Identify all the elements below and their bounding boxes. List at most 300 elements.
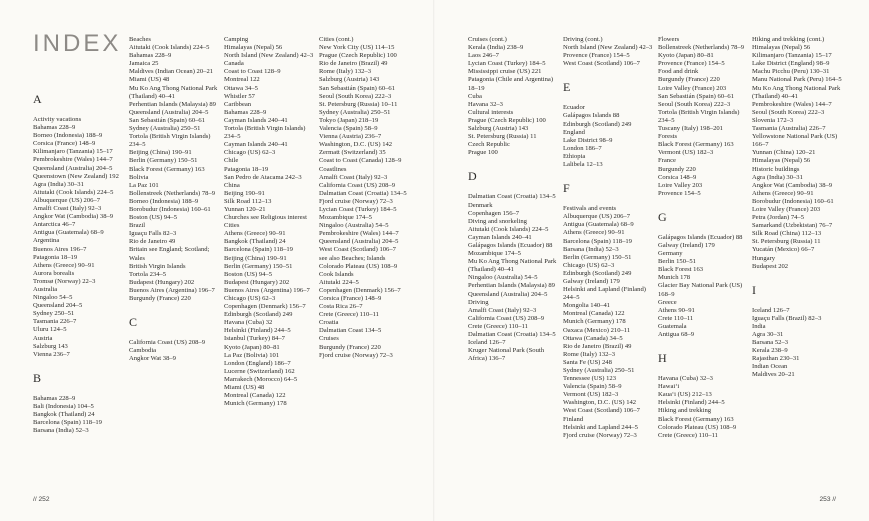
index-entry: see also Beaches; Islands (319, 254, 386, 262)
index-entry: Hawaiʻi (658, 383, 680, 391)
index-entry: Finland (563, 415, 584, 423)
index-entry: San Sebastián (Spain) 60–61 (319, 84, 396, 92)
index-entry: Glacier Bay National Park (US) 168–9 (658, 282, 743, 298)
index-entry: Loire Valley (France) 203 (752, 205, 821, 213)
index-entry: Antigua (Guatemala) 68–9 (33, 229, 104, 237)
index-entry: Montreal 122 (224, 76, 260, 84)
index-entry: Tuscany (Italy) 198–201 (658, 125, 723, 133)
index-entry: Kerala 238–9 (752, 347, 788, 355)
index-entry: Montreal (Canada) 122 (563, 310, 625, 318)
index-entry: Himalayas (Nepal) 56 (752, 44, 811, 52)
index-entry: West Coast (Scotland) 106–7 (563, 60, 640, 68)
index-entry: Czech Republic (468, 141, 510, 149)
index-entry: Queenstown (New Zealand) 192 (33, 172, 119, 180)
index-entry: Colorado Plateau (US) 108–9 (319, 262, 398, 270)
section-letter: D (468, 169, 477, 184)
index-entry: Ottawa (Canada) 34–5 (563, 334, 623, 342)
index-entry: Austria (33, 334, 53, 342)
index-entry: Lycian Coast (Turkey) 184–5 (468, 60, 546, 68)
index-entry: Colorado Plateau (US) 108–9 (658, 423, 737, 431)
page-title: INDEX (33, 30, 122, 57)
index-entry: Tennessee (US) 123 (563, 375, 617, 383)
index-entry: Barsana 52–3 (752, 339, 789, 347)
index-entry: Historic buildings (752, 165, 800, 173)
index-entry: Bollenstreek (Netherlands) 78–9 (129, 189, 216, 197)
index-entry: Barcelona (Spain) 118–19 (563, 237, 632, 245)
index-entry: Denmark (468, 201, 493, 209)
index-entry: Aitutaki 224–5 (319, 278, 359, 286)
index-entry: Iguaçu Falls (Brazil) 82–3 (752, 314, 822, 322)
index-entry: Food and drink (658, 68, 699, 76)
index-entry: Croatia (319, 319, 339, 327)
index-entry: Copenhagen (Denmark) 156–7 (319, 286, 401, 294)
index-entry: California Coast (US) 208–9 (129, 339, 206, 347)
index-entry: Bollenstreek (Netherlands) 78–9 (658, 44, 745, 52)
index-entry: Copenhagen 156–7 (468, 209, 520, 217)
index-entry: Budapest (Hungary) 202 (129, 278, 195, 286)
index-entry: Maldives 20–21 (752, 371, 795, 379)
index-entry: Barsana (India) 52–3 (563, 245, 619, 253)
index-entry: Athens 90–91 (658, 306, 695, 314)
index-entry: St. Petersburg (Russia) 11 (752, 238, 821, 246)
index-column-3 (224, 36, 317, 408)
index-entry: Oaxaca (Mexico) 210–11 (563, 326, 631, 334)
index-entry: Bangkok (Thailand) 24 (33, 411, 95, 418)
index-entry: Hungary (752, 254, 776, 262)
index-entry: Galway (Ireland) 179 (563, 277, 620, 285)
index-entry: Ottawa 34–5 (224, 84, 258, 92)
index-entry: Washington, D.C. (US) 142 (563, 399, 637, 407)
index-entry: Kruger National Park (South Africa) 136–7 (468, 347, 544, 363)
index-entry: Berlin 150–51 (658, 258, 696, 266)
index-entry: Borobudur (Indonesia) 160–61 (752, 197, 834, 205)
index-column-1 (33, 80, 126, 435)
index-entry: Boston (US) 94–5 (224, 270, 272, 278)
index-entry: West Coast (Scotland) 106–7 (563, 407, 640, 415)
index-entry: Cities (cont.) (319, 36, 354, 43)
index-entry: Munich (Germany) 178 (224, 400, 287, 408)
index-entry: Montreal (Canada) 122 (224, 392, 286, 400)
index-entry: Prague (Czech Republic) 100 (319, 52, 397, 60)
index-column-6 (563, 36, 656, 440)
index-entry: Amalfi Coast (Italy) 92–3 (468, 306, 537, 314)
index-entry: Perhentian Islands (Malaysia) 89 (468, 282, 555, 290)
index-entry: Vienna 236–7 (33, 350, 70, 358)
section-letter: I (752, 282, 756, 297)
index-entry: Copenhagen (Denmark) 156–7 (224, 303, 306, 311)
index-entry: St. Petersburg (Russia) 11 (468, 133, 537, 141)
index-entry: Chile (224, 157, 239, 165)
index-entry: Yucatán (Mexico) 66–7 (752, 246, 815, 254)
index-entry: Zermatt (Switzerland) 35 (319, 149, 386, 157)
gutter-shadow (433, 0, 435, 521)
index-entry: Tokyo (Japan) 218–19 (319, 116, 379, 124)
index-entry: Black Forest (Germany) 163 (658, 415, 734, 423)
index-entry: Black Forest 163 (658, 266, 704, 274)
index-entry: Seoul (South Korea) 222–3 (319, 92, 392, 100)
index-entry: California Coast (US) 208–9 (319, 181, 396, 189)
section-letter: C (129, 315, 138, 330)
index-entry: Boston (US) 94–5 (129, 214, 177, 222)
index-entry: Bolivia (129, 173, 149, 181)
index-entry: Berlin (Germany) 150–51 (563, 253, 632, 261)
index-entry: Queensland (Australia) 204–5 (468, 290, 548, 298)
index-entry: Chicago (US) 62–3 (224, 295, 276, 302)
index-entry: Angkor Wat (Cambodia) 38–9 (33, 213, 114, 221)
index-entry: Crete (Greece) 110–11 (658, 431, 718, 439)
index-entry: Buenos Aires 196–7 (33, 245, 87, 253)
index-entry: Queensland (Australia) 204–5 (129, 108, 209, 116)
index-entry: Cayman Islands 240–41 (224, 141, 288, 149)
index-entry: Miami (US) 48 (224, 384, 265, 392)
index-entry: Germany (658, 250, 683, 258)
index-entry: Queensland (Australia) 204–5 (33, 164, 113, 172)
index-entry: Guatemala (658, 322, 687, 330)
index-entry: Activity vacations (33, 116, 82, 123)
index-entry: Athens (Greece) 90–91 (752, 189, 814, 197)
index-entry: India (752, 322, 766, 330)
index-entry: Petra (Jordan) 74–5 (752, 214, 805, 222)
index-column-2 (129, 36, 222, 363)
index-entry: Ethiopia (563, 152, 586, 160)
index-entry: Loire Valley 203 (658, 181, 703, 189)
index-entry: Bangkok (Thailand) 24 (224, 238, 286, 246)
index-column-7 (658, 36, 751, 440)
index-entry: Tortola 234–5 (129, 270, 167, 278)
index-entry: Istanbul (Turkey) 84–7 (224, 335, 285, 343)
index-entry: Angkor Wat 38–9 (129, 355, 176, 363)
index-entry: Mozambique 174–5 (319, 214, 372, 222)
folio-right: 253 // (819, 496, 836, 503)
index-entry: Antigua (Guatemala) 68–9 (563, 221, 634, 229)
index-entry: La Paz (Bolivia) 101 (224, 351, 280, 359)
index-entry: Patagonia 18–19 (33, 253, 78, 261)
index-entry: Galápagos Islands (Ecuador) 88 (658, 233, 743, 241)
index-entry: London (England) 186–7 (224, 359, 291, 367)
index-column-4 (319, 36, 412, 360)
index-entry: Dalmatian Coast (Croatia) 134–5 (468, 331, 556, 338)
index-entry: Caribbean (224, 100, 252, 108)
index-entry: Galápagos Islands 88 (563, 112, 620, 120)
index-entry: St. Petersburg (Russia) 10–11 (319, 100, 398, 108)
index-entry: Jamaica 25 (129, 60, 159, 68)
index-entry: Mongolia 140–41 (563, 302, 611, 310)
index-entry: Aurora borealis (33, 269, 75, 277)
index-entry: Dalmatian Coast (Croatia) 134–5 (468, 193, 556, 201)
index-entry: Corsica (France) 148–9 (33, 140, 96, 148)
index-entry: Antigua 68–9 (658, 331, 695, 338)
index-entry: Salzburg 143 (33, 342, 68, 350)
index-entry: Ningaloo (Australia) 54–5 (468, 274, 538, 282)
index-entry: Iguaçu Falls 82–3 (129, 230, 177, 238)
index-entry: Provence 154–5 (658, 189, 701, 197)
index-entry: Forests (658, 133, 678, 141)
index-entry: Brazil (129, 222, 146, 230)
index-entry: Queensland (Australia) 204–5 (319, 238, 399, 246)
index-entry: Kilimanjaro (Tanzania) 15–17 (752, 52, 832, 60)
index-entry: Driving (cont.) (563, 36, 603, 43)
index-entry: Barcelona (Spain) 118–19 (224, 246, 293, 254)
index-entry: Salzburg (Austria) 143 (468, 125, 529, 133)
index-entry: London 186–7 (563, 144, 602, 152)
section-letter: F (563, 181, 570, 196)
index-entry: Sydney (Australia) 250–51 (319, 108, 391, 116)
index-entry: Antarctica 46–7 (33, 221, 76, 229)
index-entry: Sydney (Australia) 250–51 (563, 367, 635, 374)
index-entry: Bahamas 228–9 (33, 124, 76, 132)
index-entry: Ningaloo 54–5 (33, 294, 73, 302)
index-entry: Fjord cruise (Norway) 72–3 (319, 351, 393, 359)
index-entry: Black Forest (Germany) 163 (658, 141, 734, 149)
index-entry: Sydney (Australia) 250–51 (129, 125, 201, 133)
index-entry: Coastlines (319, 165, 347, 173)
index-entry: California Coast (US) 208–9 (468, 314, 545, 322)
index-entry: Angkor Wat (Cambodia) 38–9 (752, 181, 833, 189)
index-entry: Vermont (US) 182–3 (658, 149, 714, 157)
index-entry: Albuquerque (US) 206–7 (563, 213, 631, 221)
index-entry: Berlin (Germany) 150–51 (129, 157, 198, 165)
index-entry: Greece (658, 298, 677, 306)
index-entry: Havana 32–3 (468, 100, 503, 108)
index-entry: Helsinki (Finland) 244–5 (658, 399, 725, 407)
index-entry: Britain see England; Scotland; Wales (129, 246, 210, 262)
index-entry: Buenos Aires (Argentina) 196–7 (224, 286, 310, 294)
index-entry: Perhentian Islands (Malaysia) 89 (129, 100, 216, 108)
index-entry: Provence (France) 154–5 (563, 52, 630, 60)
index-entry: Agra 30–31 (752, 331, 784, 338)
index-entry: Slovenia 172–3 (752, 116, 794, 124)
index-entry: Chicago (US) 62–3 (563, 261, 615, 269)
index-entry: Burgundy (France) 220 (658, 76, 720, 84)
index-entry: Budapest 202 (752, 262, 789, 270)
index-entry: Loire Valley (France) 203 (658, 84, 727, 92)
index-entry: Bahamas 228–9 (33, 394, 76, 402)
index-entry: Rome (Italy) 132–3 (563, 350, 616, 358)
index-entry: Havana (Cuba) 32–3 (658, 375, 713, 383)
index-entry: Bali (Indonesia) 104–5 (33, 402, 94, 410)
index-entry: Vermont (US) 182–3 (563, 391, 619, 399)
index-entry: Aitutaki (Cook Islands) 224–5 (129, 44, 210, 52)
index-entry: Helsinki (Finland) 244–5 (224, 327, 291, 335)
index-entry: Himalayas (Nepal) 56 (224, 44, 283, 52)
index-entry: Washington, D.C. (US) 142 (319, 141, 393, 149)
index-entry: North Island (New Zealand) 42–3 (224, 52, 314, 60)
index-entry: La Paz 101 (129, 181, 159, 189)
index-entry: Australia (33, 285, 58, 293)
index-entry: Cambodia (129, 347, 157, 355)
index-entry: Lake District 98–9 (563, 136, 613, 144)
index-entry: Iceland 126–7 (468, 339, 506, 347)
index-entry: Galápagos Islands (Ecuador) 88 (468, 241, 553, 249)
section-letter: G (658, 209, 667, 224)
index-entry: Samarkand (Uzbekistan) 76–7 (752, 222, 833, 230)
index-entry: Mu Ko Ang Thong National Park (Thailand) 40–41 (129, 84, 218, 100)
index-entry: Indian Ocean (752, 363, 788, 371)
index-entry: Lucerne (Switzerland) 162 (224, 367, 295, 375)
index-entry: Fjord cruise (Norway) 72–3 (563, 431, 637, 439)
index-entry: Flowers (658, 36, 680, 43)
index-entry: Rio de Janeiro (Brazil) 49 (319, 60, 388, 68)
index-entry: Barcelona (Spain) 118–19 (33, 419, 102, 427)
index-entry: Maldives (Indian Ocean) 20–21 (129, 68, 214, 76)
index-entry: Kilimanjaro (Tanzania) 15–17 (33, 148, 113, 156)
index-entry: Kerala (India) 238–9 (468, 44, 524, 52)
index-column-5 (468, 36, 561, 363)
index-entry: Cook Islands (319, 270, 354, 278)
index-entry: Coast to Coast (Canada) 128–9 (319, 157, 402, 165)
folio-left: // 252 (33, 496, 50, 503)
index-entry: Cuba (468, 92, 482, 100)
index-entry: Rajasthan 230–31 (752, 355, 800, 363)
index-entry: Beijing (China) 190–91 (129, 149, 192, 157)
index-entry: Pembrokeshire (Wales) 144–7 (752, 100, 832, 108)
index-entry: Beaches (129, 36, 151, 43)
index-entry: Borneo (Indonesia) 188–9 (129, 197, 199, 205)
index-entry: Rio de Janeiro 49 (129, 238, 176, 246)
index-entry: Cayman Islands 240–41 (468, 233, 532, 241)
index-entry: Marrakech (Morocco) 64–5 (224, 375, 298, 383)
index-entry: Canada (224, 60, 244, 68)
index-entry: Beijing (China) 190–91 (224, 254, 287, 262)
index-entry: Cities (224, 222, 240, 230)
index-entry: Burgundy (France) 220 (129, 295, 191, 302)
index-entry: Seoul (South Korea) 222–3 (752, 108, 825, 116)
index-entry: Helsinki and Lapland (Finland) 244–5 (563, 286, 646, 302)
index-entry: Borobudur (Indonesia) 160–61 (129, 205, 211, 213)
index-entry: Cultural interests (468, 108, 514, 116)
index-entry: Buenos Aires (Argentina) 196–7 (129, 286, 215, 294)
index-entry: Yellowstone National Park (US) 166–7 (752, 133, 838, 149)
index-entry: Barsana (India) 52–3 (33, 427, 89, 435)
index-entry: Laos 246–7 (468, 52, 499, 60)
index-entry: Hiking and trekking (658, 407, 712, 415)
section-letter: E (563, 80, 571, 95)
index-entry: Tasmania 226–7 (33, 318, 77, 326)
index-entry: Athens (Greece) 90–91 (563, 229, 625, 237)
index-entry: Amalfi Coast (Italy) 92–3 (33, 205, 102, 213)
index-entry: Mu Ko Ang Thong National Park (Thailand) 40–41 (468, 258, 557, 274)
index-entry: Seoul (South Korea) 222–3 (658, 100, 731, 108)
index-entry: China (224, 181, 240, 189)
index-entry: Tortola (British Virgin Islands) 234–5 (224, 125, 306, 141)
index-entry: Ningaloo (Australia) 54–5 (319, 222, 389, 230)
index-entry: Himalayas (Nepal) 56 (752, 157, 811, 165)
index-entry: Berlin (Germany) 150–51 (224, 262, 293, 270)
section-letter: H (658, 351, 667, 366)
index-entry: Camping (224, 36, 249, 43)
index-entry: Queensland 204–5 (33, 302, 83, 310)
index-entry: Edinburgh (Scotland) 249 (563, 269, 632, 277)
index-entry: Diving and snorkeling (468, 217, 527, 225)
index-entry: Vienna (Austria) 236–7 (319, 133, 382, 141)
index-entry: British Virgin Islands (129, 262, 186, 270)
index-entry: Coast to Coast 128–9 (224, 68, 281, 76)
section-letter: A (33, 92, 42, 106)
index-entry: Kyoto (Japan) 80–81 (224, 343, 280, 351)
section-letter: B (33, 370, 42, 385)
index-entry: Lake District (England) 98–9 (752, 60, 830, 68)
index-entry: Pembrokeshire (Wales) 144–7 (319, 230, 399, 238)
index-entry: Galway (Ireland) 179 (658, 241, 715, 249)
index-entry: Cayman Islands 240–41 (224, 116, 288, 124)
index-entry: West Coast (Scotland) 106–7 (319, 246, 396, 254)
index-entry: Yunnan (China) 120–21 (752, 149, 816, 157)
index-entry: Cruises (cont.) (468, 36, 507, 43)
index-entry: France (658, 157, 676, 165)
index-column-8 (752, 36, 845, 380)
index-entry: Yunnan 120–21 (224, 205, 266, 213)
index-entry: Ecuador (563, 104, 585, 112)
index-entry: San Sebastián (Spain) 60–61 (658, 92, 735, 100)
index-entry: Dalmatian Coast 134–5 (319, 327, 382, 335)
index-entry: England (563, 128, 585, 136)
index-entry: Pembrokeshire (Wales) 144–7 (33, 156, 113, 164)
index-entry: Cruises (319, 335, 339, 343)
index-entry: Fjord cruise (Norway) 72–3 (319, 197, 393, 205)
index-entry: Helsinki and Lapland 244–5 (563, 423, 638, 431)
index-entry: Lalibela 12–13 (563, 161, 603, 169)
index-entry: Crete (Greece) 110–11 (468, 322, 528, 330)
index-entry: Aitutaki (Cook Islands) 224–5 (33, 188, 114, 196)
index-entry: Hiking and trekking (cont.) (752, 36, 825, 43)
index-entry: Driving (468, 298, 489, 306)
index-entry: Silk Road 112–13 (224, 197, 272, 205)
index-entry: Budapest (Hungary) 202 (224, 278, 290, 286)
index-entry: Black Forest (Germany) 163 (129, 165, 205, 173)
index-entry: Amalfi Coast (Italy) 92–3 (319, 173, 388, 181)
index-entry: Athens (Greece) 90–91 (33, 261, 95, 269)
index-entry: San Sebastián (Spain) 60–61 (129, 116, 206, 124)
index-entry: Burgundy 220 (658, 165, 696, 173)
index-entry: Prague 100 (468, 149, 498, 157)
index-entry: Bahamas 228–9 (129, 52, 172, 60)
index-entry: Kauaʻi (US) 212–13 (658, 391, 712, 399)
index-entry: Patagonia 18–19 (224, 165, 269, 173)
index-entry: Munich 178 (658, 274, 691, 282)
index-entry: Edinburgh (Scotland) 249 (563, 120, 632, 128)
index-entry: Tasmania (Australia) 226–7 (752, 125, 826, 133)
index-entry: Lycian Coast (Turkey) 184–5 (319, 205, 397, 213)
index-entry: Valencia (Spain) 58–9 (563, 383, 622, 391)
index-entry: Patagonia (Chile and Argentina) 18–19 (468, 76, 554, 92)
index-entry: Agra (India) 30–31 (752, 173, 803, 181)
index-entry: Rome (Italy) 132–3 (319, 68, 372, 76)
index-entry: Kyoto (Japan) 80–81 (658, 52, 714, 60)
index-entry: Tromsø (Norway) 22–3 (33, 277, 96, 285)
index-entry: Mississippi cruise (US) 221 (468, 68, 542, 76)
index-entry: Athens (Greece) 90–91 (224, 230, 286, 238)
index-entry: Sydney 250–51 (33, 310, 75, 318)
index-entry: Dalmatian Coast (Croatia) 134–5 (319, 189, 407, 197)
index-entry: Corsica 148–9 (658, 173, 697, 181)
index-entry: Mozambique 174–5 (468, 250, 521, 258)
index-entry: Manu National Park (Peru) 164–5 (752, 76, 842, 84)
index-entry: Crete 110–11 (658, 314, 694, 322)
index-entry: Festivals and events (563, 205, 617, 213)
index-entry: Mu Ko Ang Thong National Park (Thailand) 40–41 (752, 84, 841, 100)
index-entry: Whistler 57 (224, 92, 255, 100)
index-entry: North Island (New Zealand) 42–3 (563, 44, 653, 52)
index-entry: Havana (Cuba) 32 (224, 319, 273, 327)
index-entry: Valencia (Spain) 58–9 (319, 125, 378, 133)
index-entry: Beijing 190–91 (224, 189, 265, 197)
index-entry: Crete (Greece) 110–11 (319, 311, 379, 319)
index-entry: Costa Rica 26–7 (319, 303, 363, 311)
index-entry: Churches see Religious interest (224, 214, 307, 222)
index-entry: Iceland 126–7 (752, 306, 790, 314)
index-entry: Prague (Czech Republic) 100 (468, 116, 546, 124)
index-entry: Edinburgh (Scotland) 249 (224, 311, 293, 319)
